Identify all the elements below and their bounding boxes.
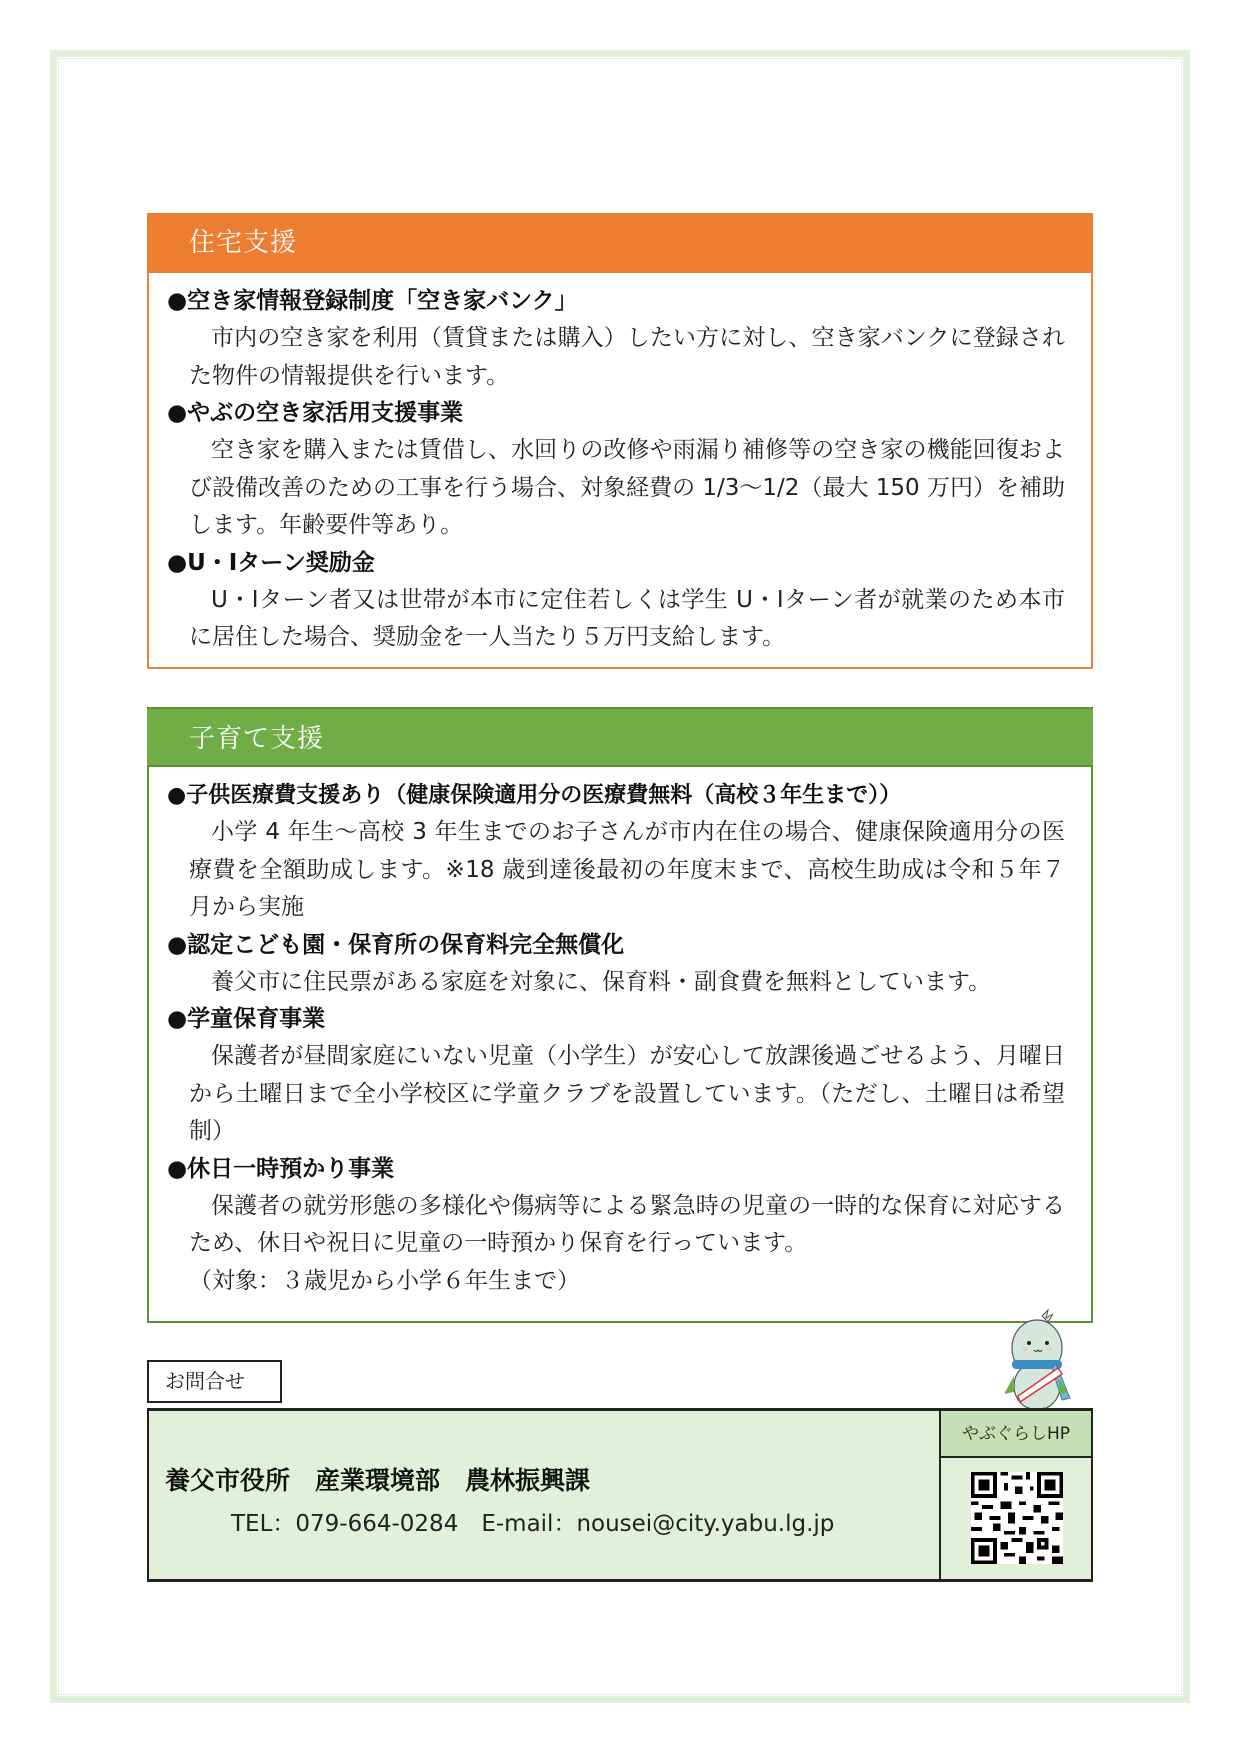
item-note-holiday-care: （対象：３歳児から小学６年生まで） [189, 1267, 580, 1294]
housing-section-body [149, 273, 1091, 669]
item-title-nursery: ●認定こども園・保育所の保育料完全無償化 [167, 931, 625, 958]
childcare-section-body [149, 767, 1091, 1312]
item-title-ui-turn: ●U・Iターン奨励金 [167, 549, 375, 576]
housing-support-section [147, 213, 1093, 669]
item-title-holiday-care: ●休日一時預かり事業 [167, 1155, 395, 1182]
item-text-ui-turn: U・Iターン者又は世帯が本市に定住若しくは学生 U・Iターン者が就業のため本市に居住した場合、奨励金を一人当たり５万円支給します。 [189, 586, 1065, 650]
contact-organization: 養父市役所 産業環境部 農林振興課 [165, 1466, 591, 1495]
contact-info [149, 1411, 941, 1579]
childcare-support-section [147, 707, 1093, 1323]
item-text-medical: 小学 4 年生～高校 3 年生までのお子さんが市内在住の場合、健康保険適用分の医療費を全額助成します。※18 歳到達後最初の年度末まで、高校生助成は令和５年７月から実施 [189, 819, 1065, 920]
item-text-holiday-care: 保護者の就労形態の多様化や傷病等による緊急時の児童の一時的な保育に対応するため、休日や祝日に児童の一時預かり保育を行っています。 [189, 1192, 1065, 1256]
item-title-akiya-renovation: ●やぶの空き家活用支援事業 [167, 400, 464, 426]
qr-label: やぶぐらしHP [941, 1411, 1091, 1458]
inquiry-label: お問合せ [147, 1360, 282, 1403]
item-text-akiya-renovation: 空き家を購入または賃借し、水回りの改修や雨漏り補修等の空き家の機能回復および設備改善のための工事を行う場合、対象経費の 1/3～1/2（最大 150 万円）を補助します。年齢要件等あり。 [189, 437, 1065, 538]
contact-phone-email[interactable]: TEL：079-664-0284 E-mail：nousei@city.yabu.lg.jp [231, 1511, 835, 1537]
item-title-medical: ●子供医療費支援あり（健康保険適用分の医療費無料（高校３年生まで）） [167, 783, 902, 808]
mascot-icon [990, 1308, 1085, 1423]
item-title-akiya-bank: ●空き家情報登録制度「空き家バンク」 [167, 288, 578, 314]
contact-box [147, 1408, 1093, 1582]
qr-cell [941, 1411, 1091, 1579]
qr-code-icon[interactable] [971, 1472, 1063, 1564]
item-text-akiya-bank: 市内の空き家を利用（賃貸または購入）したい方に対し、空き家バンクに登録された物件の情報提供を行います。 [189, 325, 1065, 389]
childcare-section-title: 子育て支援 [147, 707, 1093, 767]
housing-section-title: 住宅支援 [147, 213, 1093, 273]
item-title-afterschool: ●学童保育事業 [167, 1006, 326, 1032]
item-text-nursery: 養父市に住民票がある家庭を対象に、保育料・副食費を無料としています。 [211, 968, 992, 995]
item-text-afterschool: 保護者が昼間家庭にいない児童（小学生）が安心して放課後過ごせるよう、月曜日から土曜日まで全小学校区に学童クラブを設置しています。（ただし、土曜日は希望制） [189, 1043, 1065, 1144]
